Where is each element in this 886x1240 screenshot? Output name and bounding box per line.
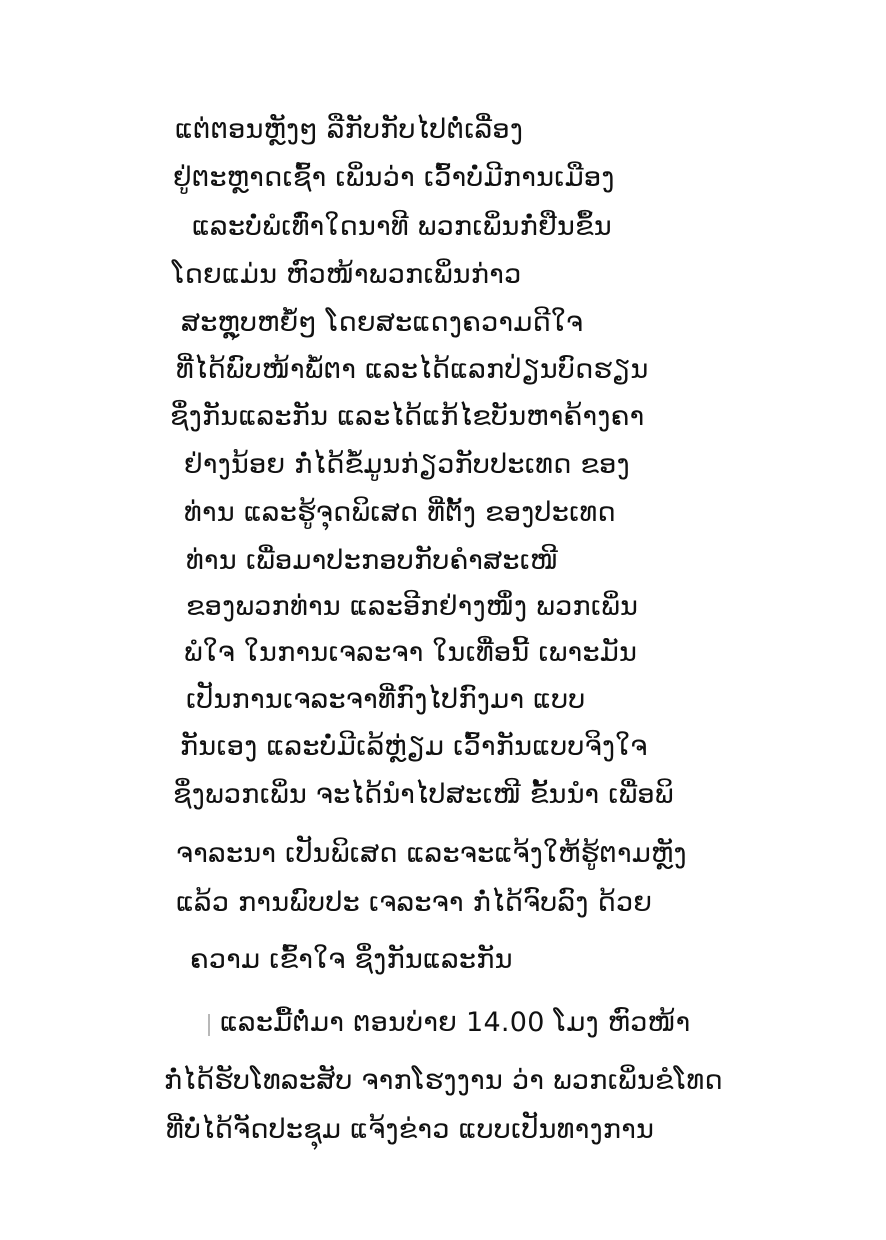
text-line: ຂອງພວກທ່ານ ແລະອີກຢ່າງໜຶ່ງ ພວກເພິ່ນ <box>186 591 639 622</box>
text-line: ຊຶ່ງພວກເພິ່ນ ຈະໄດ້ນຳໄປສະເໜີ ຂັ້ນນຳ ເພື່ອພິ <box>173 779 674 810</box>
text-line: ກັນເອງ ແລະບໍ່ມີເລ້ຫຼ່ຽມ ເວົ້າກັນແບບຈິງໃຈ <box>180 731 648 762</box>
text-line: ພໍໃຈ ໃນການເຈລະຈາ ໃນເທື່ອນີ້ ເພາະມັນ <box>184 637 638 668</box>
text-line: ທີ່ໄດ້ພົບໜ້າພໍ້ຕາ ແລະໄດ້ແລກປ່ຽນບົດຮຽນ <box>176 354 649 385</box>
text-line: ກໍ່ໄດ້ຮັບໂທລະສັບ ຈາກໂຮງງານ ວ່າ ພວກເພິ່ນຂໍໂທດ <box>164 1065 723 1096</box>
paragraph-margin-mark <box>208 1014 210 1036</box>
text-line: ຄວາມ ເຂົ້າໃຈ ຊຶ່ງກັນແລະກັນ <box>190 944 513 975</box>
text-line: ເປັນການເຈລະຈາທີ່ກົງໄປກົງມາ ແບບ <box>186 684 586 715</box>
text-line: ສະຫຼຸບຫຍໍ້ໆ ໂດຍສະແດງຄວາມດີໃຈ <box>181 307 584 338</box>
text-line: ແລະມື້ຕໍ່ມາ ຕອນບ່າຍ 14.00 ໂມງ ຫົວໜ້າ <box>220 1007 691 1038</box>
text-line: ທ່ານ ເພື່ອມາປະກອບກັບຄຳສະເໜີ <box>186 545 559 576</box>
text-line: ຈາລະນາ ເປັນພິເສດ ແລະຈະແຈ້ງໃຫ້ຮູ້ຕາມຫຼັງ <box>176 838 687 869</box>
text-line: ຊຶ່ງກັນແລະກັນ ແລະໄດ້ແກ້ໄຂບັນຫາຄ້າງຄາ <box>170 401 645 432</box>
text-line: ແລະບໍ່ພໍເທົ່າໃດນາທີ ພວກເພິ່ນກໍ່ຢືນຂຶ້ນ <box>192 211 612 242</box>
text-line: ຢູ່ຕະຫຼາດເຊົ້າ ເພິ່ນວ່າ ເວົ້າບໍ່ມີການເມືອງ <box>173 162 615 193</box>
text-line: ແຕ່ຕອນຫຼັງໆ ລືກັບກັບໄປຕໍ່ເລື່ອງ <box>175 114 524 145</box>
text-line: ທີ່ບໍ່ໄດ້ຈັດປະຊຸມ ແຈ້ງຂ່າວ ແບບເປັນທາງການ <box>166 1114 655 1145</box>
text-line: ທ່ານ ແລະຮູ້ຈຸດພິເສດ ທີ່ຕັ້ງ ຂອງປະເທດ <box>184 497 616 528</box>
text-line: ຢ່າງນ້ອຍ ກໍ່ໄດ້ຂໍ້ມູນກ່ຽວກັບປະເທດ ຂອງ <box>184 449 630 480</box>
text-line: ແລ້ວ ການພົບປະ ເຈລະຈາ ກໍ່ໄດ້ຈົບລົງ ດ້ວຍ <box>176 887 653 918</box>
text-line: ໂດຍແມ່ນ ຫົວໜ້າພວກເພິ່ນກ່າວ <box>172 259 522 290</box>
